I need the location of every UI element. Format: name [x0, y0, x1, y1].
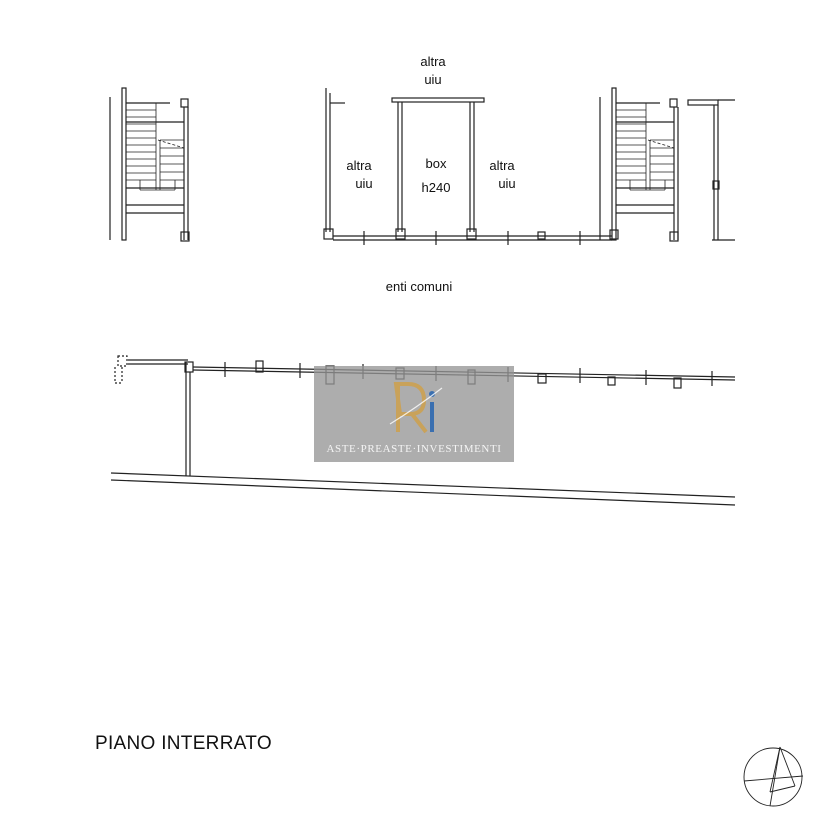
right-wall [688, 100, 735, 240]
label-box-height: h240 [421, 180, 451, 195]
api-logo-icon [386, 372, 446, 438]
floor-title: PIANO INTERRATO [95, 733, 272, 754]
watermark [314, 366, 514, 462]
label-altra-uiu-top [405, 53, 461, 89]
north-arrow-icon [744, 747, 803, 806]
label-uiu-right: uiu [498, 176, 516, 191]
label-altra-right: altra [489, 158, 515, 173]
label-altra-uiu-right [478, 157, 526, 193]
right-stairwell [600, 88, 678, 241]
watermark-brand: ASTE·PREASTE·INVESTIMENTI [326, 443, 502, 455]
label-altra-top: altra [420, 54, 446, 69]
label-box [410, 152, 462, 200]
label-box-name: box [425, 156, 447, 171]
label-altra-uiu-left [335, 157, 383, 193]
label-uiu-left: uiu [355, 176, 373, 191]
ramp-lines [111, 473, 735, 505]
label-altra-left: altra [346, 158, 372, 173]
label-enti-comuni: enti comuni [385, 279, 453, 294]
label-uiu-top: uiu [424, 72, 442, 87]
left-stairwell [110, 88, 189, 241]
